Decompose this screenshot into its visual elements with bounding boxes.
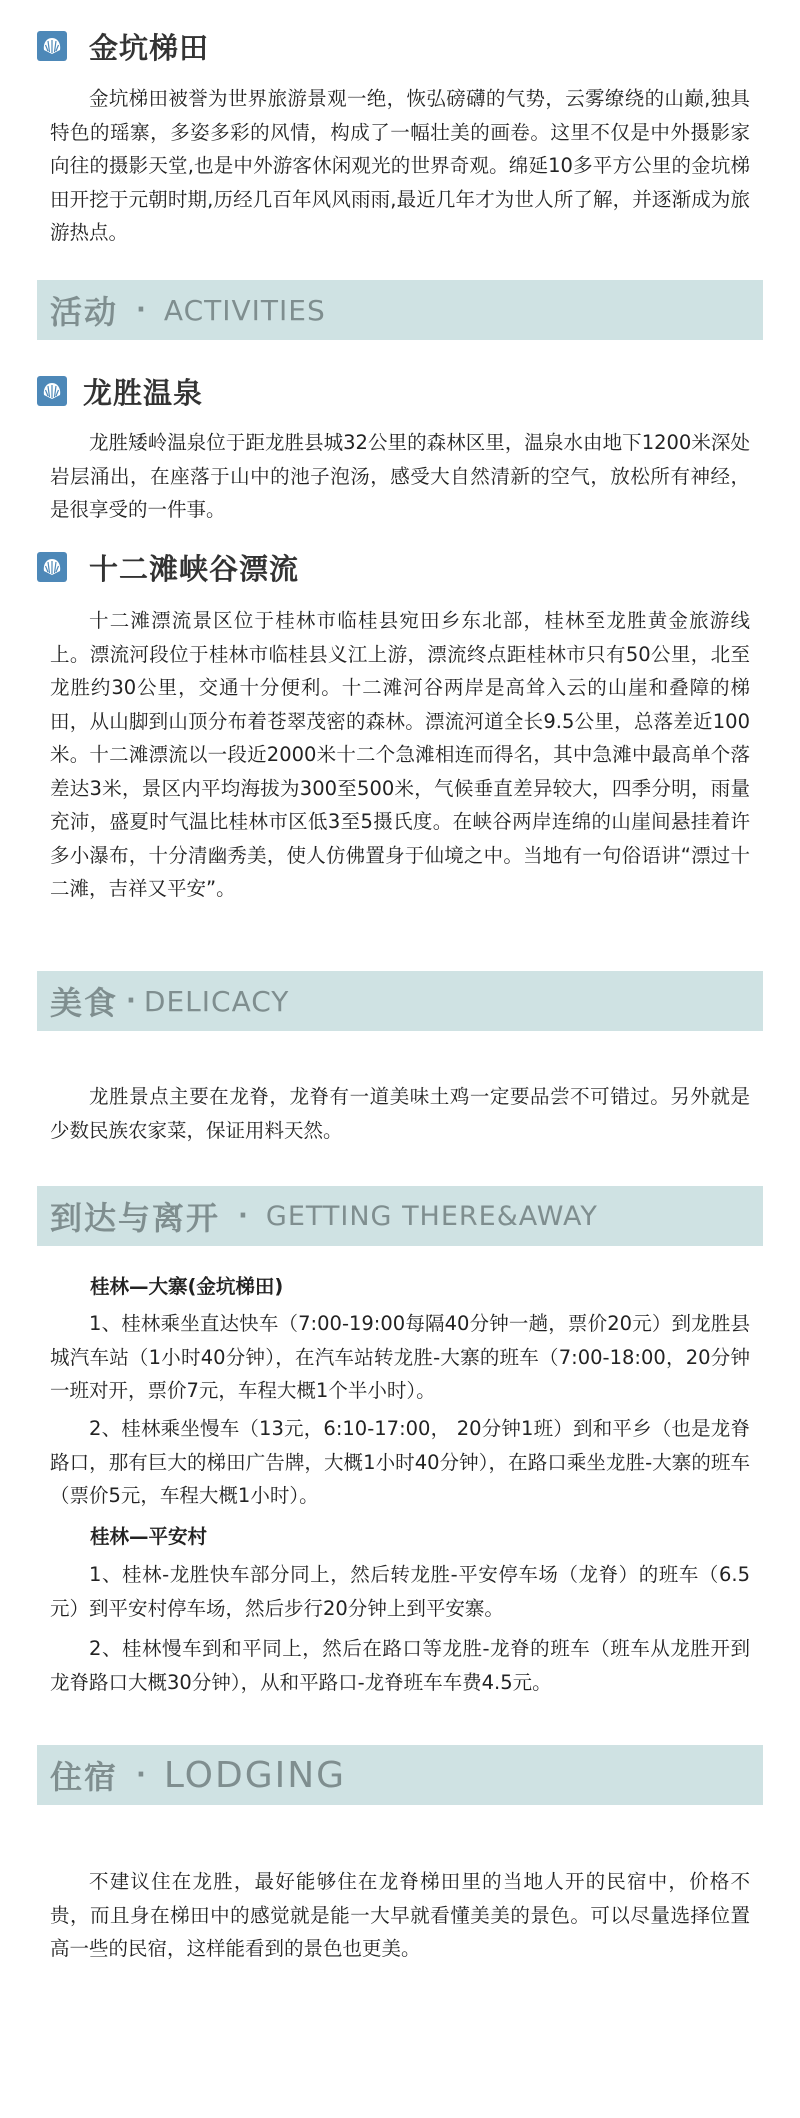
band-title-zh: 住宿: [50, 1758, 119, 1796]
delicacy-paragraph: 龙胜景点主要在龙脊，龙脊有一道美味土鸡一定要品尝不可错过。另外就是少数民族农家菜，保证用料天然。: [50, 1085, 750, 1142]
route-title-dazhai: 桂林—大寨(金坑梯田): [90, 1275, 284, 1298]
shell-icon: [37, 31, 67, 61]
section-title-text: 十二滩峡谷漂流: [89, 551, 300, 586]
band-delicacy: [37, 971, 763, 1031]
band-separator: ·: [136, 1760, 146, 1790]
hotspring-paragraph: 龙胜矮岭温泉位于距龙胜县城32公里的森林区里，温泉水由地下1200米深处岩层涌出，在座落于山中的池子泡汤，感受大自然清新的空气，放松所有神经，是很享受的一件事。: [50, 431, 750, 521]
band-title-zh: 活动: [50, 293, 119, 331]
rafting-paragraph: 十二滩漂流景区位于桂林市临桂县宛田乡东北部，桂林至龙胜黄金旅游线上。漂流河段位于桂林市临桂县义江上游，漂流终点距桂林市只有50公里，北至龙胜约30公里，交通十分便利。十二滩河谷两岸是高耸入云的山崖和叠障的梯田，从山脚到山顶分布着苍翠茂密的森林。漂流河道全长9.5公里，总落差近100米。十二滩漂流以一段近2000米十二个急滩相连而得名，其中急滩中最高单个落差达3米，景区内平均海拔为300至500米，气候垂直差异较大，四季分明，雨量充沛，盛夏时气温比桂林市区低3至5摄氏度。在峡谷两岸连绵的山崖间悬挂着许多小瀑布，十分清幽秀美，使人仿佛置身于仙境之中。当地有一句俗语讲“漂过十二滩，吉祥又平安”。: [50, 609, 750, 900]
section-title-text: 龙胜温泉: [83, 375, 204, 410]
band-title-en: GETTING THERE&AWAY: [265, 1200, 598, 1232]
route-title-pingan: 桂林—平安村: [90, 1525, 208, 1548]
band-title-zh: 到达与离开: [50, 1199, 221, 1237]
band-title-zh: 美食: [50, 984, 119, 1022]
lodging-paragraph: 不建议住在龙胜，最好能够住在龙脊梯田里的当地人开的民宿中，价格不贵，而且身在梯田中的感觉就是能一大早就看懂美美的景色。可以尽量选择位置高一些的民宿，这样能看到的景色也更美。: [50, 1870, 750, 1960]
band-title-en: LODGING: [163, 1754, 347, 1796]
section-title-text: 金坑梯田: [89, 30, 210, 65]
band-separator: ·: [136, 295, 146, 325]
band-separator: ·: [238, 1201, 248, 1231]
route-dazhai-step-1: 1、桂林乘坐直达快车（7:00-19:00每隔40分钟一趟，票价20元）到龙胜县城汽车站（1小时40分钟），在汽车站转龙胜-大寨的班车（7:00-18:00，20分钟一班对开，票价7元，车程大概1个半小时）。: [50, 1312, 750, 1402]
band-lodging: [37, 1745, 763, 1805]
jinkeng-paragraph: 金坑梯田被誉为世界旅游景观一绝，恢弘磅礴的气势，云雾缭绕的山巅,独具特色的瑶寨，多姿多彩的风情，构成了一幅壮美的画卷。这里不仅是中外摄影家向往的摄影天堂,也是中外游客休闲观光的世界奇观。绵延10多平方公里的金坑梯田开挖于元朝时期,历经几百年风风雨雨,最近几年才为世人所了解，并逐渐成为旅游热点。: [50, 87, 750, 244]
band-activities: [37, 280, 763, 340]
route-dazhai-step-2: 2、桂林乘坐慢车（13元，6:10-17:00， 20分钟1班）到和平乡（也是龙脊路口，那有巨大的梯田广告牌，大概1小时40分钟），在路口乘坐龙胜-大寨的班车（票价5元，车程大概1小时）。: [50, 1417, 750, 1507]
shell-icon: [37, 552, 67, 582]
route-pingan-step-2: 2、桂林慢车到和平同上，然后在路口等龙胜-龙脊的班车（班车从龙胜开到龙脊路口大概30分钟），从和平路口-龙脊班车车费4.5元。: [50, 1637, 750, 1694]
band-getting-there: [37, 1186, 763, 1246]
band-title-en: ACTIVITIES: [163, 293, 326, 327]
section-title-rafting: [37, 547, 299, 587]
section-title-hotspring: [37, 371, 203, 411]
band-separator: ·: [126, 986, 136, 1016]
shell-icon: [37, 376, 67, 406]
route-pingan-step-1: 1、桂林-龙胜快车部分同上，然后转龙胜-平安停车场（龙脊）的班车（6.5元）到平安村停车场，然后步行20分钟上到平安寨。: [50, 1563, 750, 1620]
band-title-en: DELICACY: [143, 984, 290, 1018]
section-title-jinkeng: [37, 26, 209, 66]
